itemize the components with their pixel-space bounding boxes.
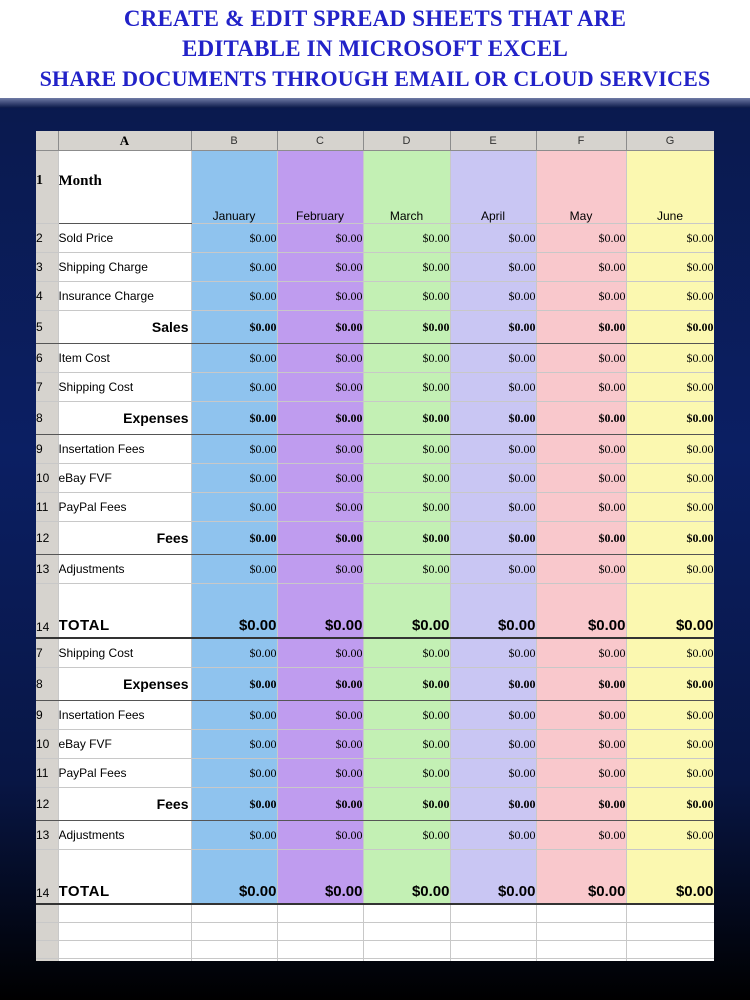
value-cell[interactable]: $0.00 bbox=[363, 522, 450, 555]
value-cell[interactable]: $0.00 bbox=[191, 584, 277, 639]
value-cell[interactable]: $0.00 bbox=[191, 759, 277, 788]
empty-cell[interactable] bbox=[277, 959, 363, 962]
value-cell[interactable]: $0.00 bbox=[536, 493, 626, 522]
empty-cell[interactable] bbox=[58, 941, 191, 959]
row-label-cell[interactable]: Expenses bbox=[58, 402, 191, 435]
value-cell[interactable]: $0.00 bbox=[536, 344, 626, 373]
value-cell[interactable]: $0.00 bbox=[450, 435, 536, 464]
value-cell[interactable]: $0.00 bbox=[536, 821, 626, 850]
value-cell[interactable]: $0.00 bbox=[191, 788, 277, 821]
value-cell[interactable]: $0.00 bbox=[450, 759, 536, 788]
value-cell[interactable]: $0.00 bbox=[536, 850, 626, 905]
value-cell[interactable]: $0.00 bbox=[277, 373, 363, 402]
empty-cell[interactable] bbox=[626, 904, 714, 923]
row-label-cell[interactable]: PayPal Fees bbox=[58, 493, 191, 522]
month-header-june[interactable]: June bbox=[626, 151, 714, 224]
value-cell[interactable]: $0.00 bbox=[277, 730, 363, 759]
spreadsheet-grid bbox=[36, 131, 714, 961]
column-header-b[interactable]: B bbox=[191, 131, 277, 151]
value-cell[interactable]: $0.00 bbox=[450, 584, 536, 639]
value-cell[interactable]: $0.00 bbox=[626, 435, 714, 464]
row-header[interactable]: 5 bbox=[36, 311, 58, 344]
value-cell[interactable]: $0.00 bbox=[191, 224, 277, 253]
empty-cell[interactable] bbox=[536, 941, 626, 959]
row-label-cell[interactable]: Adjustments bbox=[58, 555, 191, 584]
banner-line-2: EDITABLE IN MICROSOFT EXCEL bbox=[181, 36, 569, 61]
row-header[interactable]: 7 bbox=[36, 638, 58, 668]
select-all-corner[interactable] bbox=[36, 131, 58, 151]
column-header-e[interactable]: E bbox=[450, 131, 536, 151]
value-cell[interactable]: $0.00 bbox=[450, 850, 536, 905]
value-cell[interactable]: $0.00 bbox=[536, 464, 626, 493]
value-cell[interactable]: $0.00 bbox=[277, 435, 363, 464]
column-header-c[interactable]: C bbox=[277, 131, 363, 151]
value-cell[interactable]: $0.00 bbox=[626, 253, 714, 282]
value-cell[interactable]: $0.00 bbox=[363, 638, 450, 668]
value-cell[interactable]: $0.00 bbox=[450, 311, 536, 344]
row-label-cell[interactable]: Item Cost bbox=[58, 344, 191, 373]
value-cell[interactable]: $0.00 bbox=[450, 344, 536, 373]
value-cell[interactable]: $0.00 bbox=[626, 282, 714, 311]
value-cell[interactable]: $0.00 bbox=[191, 282, 277, 311]
row-header[interactable]: 8 bbox=[36, 668, 58, 701]
empty-cell[interactable] bbox=[536, 904, 626, 923]
empty-cell[interactable] bbox=[58, 904, 191, 923]
row-header[interactable]: 12 bbox=[36, 788, 58, 821]
empty-cell[interactable] bbox=[363, 904, 450, 923]
value-cell[interactable]: $0.00 bbox=[450, 730, 536, 759]
value-cell[interactable]: $0.00 bbox=[363, 668, 450, 701]
value-cell[interactable]: $0.00 bbox=[191, 638, 277, 668]
value-cell[interactable]: $0.00 bbox=[277, 788, 363, 821]
column-header-g[interactable]: G bbox=[626, 131, 714, 151]
row-header[interactable]: 2 bbox=[36, 224, 58, 253]
value-cell[interactable]: $0.00 bbox=[277, 638, 363, 668]
value-cell[interactable]: $0.00 bbox=[536, 253, 626, 282]
value-cell[interactable]: $0.00 bbox=[363, 821, 450, 850]
value-cell[interactable]: $0.00 bbox=[277, 555, 363, 584]
value-cell[interactable]: $0.00 bbox=[363, 402, 450, 435]
title-banner bbox=[0, 0, 750, 100]
row-label-cell[interactable]: Shipping Charge bbox=[58, 253, 191, 282]
value-cell[interactable]: $0.00 bbox=[626, 821, 714, 850]
value-cell[interactable]: $0.00 bbox=[191, 701, 277, 730]
empty-cell[interactable] bbox=[363, 959, 450, 962]
value-cell[interactable]: $0.00 bbox=[363, 311, 450, 344]
column-header-a[interactable]: A bbox=[58, 131, 191, 151]
value-cell[interactable]: $0.00 bbox=[626, 224, 714, 253]
value-cell[interactable]: $0.00 bbox=[191, 402, 277, 435]
row-label-cell[interactable]: Adjustments bbox=[58, 821, 191, 850]
month-header-january[interactable]: January bbox=[191, 151, 277, 224]
value-cell[interactable]: $0.00 bbox=[191, 668, 277, 701]
row-header[interactable]: 3 bbox=[36, 253, 58, 282]
value-cell[interactable]: $0.00 bbox=[626, 850, 714, 905]
empty-cell[interactable] bbox=[191, 923, 277, 941]
value-cell[interactable]: $0.00 bbox=[191, 850, 277, 905]
value-cell[interactable]: $0.00 bbox=[191, 522, 277, 555]
value-cell[interactable]: $0.00 bbox=[450, 821, 536, 850]
value-cell[interactable]: $0.00 bbox=[363, 344, 450, 373]
value-cell[interactable]: $0.00 bbox=[536, 668, 626, 701]
value-cell[interactable]: $0.00 bbox=[191, 730, 277, 759]
value-cell[interactable]: $0.00 bbox=[536, 435, 626, 464]
row-header[interactable] bbox=[36, 904, 58, 923]
value-cell[interactable]: $0.00 bbox=[626, 668, 714, 701]
value-cell[interactable]: $0.00 bbox=[191, 253, 277, 282]
row-header[interactable]: 8 bbox=[36, 402, 58, 435]
value-cell[interactable]: $0.00 bbox=[277, 402, 363, 435]
value-cell[interactable]: $0.00 bbox=[191, 464, 277, 493]
value-cell[interactable]: $0.00 bbox=[450, 668, 536, 701]
value-cell[interactable]: $0.00 bbox=[277, 253, 363, 282]
row-label-cell[interactable]: Insurance Charge bbox=[58, 282, 191, 311]
value-cell[interactable]: $0.00 bbox=[536, 788, 626, 821]
empty-cell[interactable] bbox=[58, 959, 191, 962]
value-cell[interactable]: $0.00 bbox=[536, 402, 626, 435]
value-cell[interactable]: $0.00 bbox=[363, 253, 450, 282]
value-cell[interactable]: $0.00 bbox=[363, 435, 450, 464]
value-cell[interactable]: $0.00 bbox=[191, 344, 277, 373]
column-header-d[interactable]: D bbox=[363, 131, 450, 151]
row-header[interactable]: 9 bbox=[36, 435, 58, 464]
value-cell[interactable]: $0.00 bbox=[363, 701, 450, 730]
value-cell[interactable]: $0.00 bbox=[277, 759, 363, 788]
value-cell[interactable]: $0.00 bbox=[536, 555, 626, 584]
row-header[interactable]: 10 bbox=[36, 730, 58, 759]
value-cell[interactable]: $0.00 bbox=[277, 224, 363, 253]
empty-cell[interactable] bbox=[536, 959, 626, 962]
value-cell[interactable]: $0.00 bbox=[277, 668, 363, 701]
value-cell[interactable]: $0.00 bbox=[363, 788, 450, 821]
value-cell[interactable]: $0.00 bbox=[450, 464, 536, 493]
value-cell[interactable]: $0.00 bbox=[363, 373, 450, 402]
row-label-cell[interactable]: Insertation Fees bbox=[58, 701, 191, 730]
empty-cell[interactable] bbox=[450, 923, 536, 941]
month-header-march[interactable]: March bbox=[363, 151, 450, 224]
row-header[interactable]: 6 bbox=[36, 344, 58, 373]
value-cell[interactable]: $0.00 bbox=[626, 759, 714, 788]
value-cell[interactable]: $0.00 bbox=[450, 253, 536, 282]
value-cell[interactable]: $0.00 bbox=[626, 555, 714, 584]
value-cell[interactable]: $0.00 bbox=[626, 638, 714, 668]
row-label-cell[interactable]: Insertation Fees bbox=[58, 435, 191, 464]
row-header[interactable]: 10 bbox=[36, 464, 58, 493]
row-header[interactable]: 11 bbox=[36, 759, 58, 788]
value-cell[interactable]: $0.00 bbox=[191, 493, 277, 522]
value-cell[interactable]: $0.00 bbox=[536, 282, 626, 311]
value-cell[interactable]: $0.00 bbox=[191, 821, 277, 850]
value-cell[interactable]: $0.00 bbox=[626, 730, 714, 759]
value-cell[interactable]: $0.00 bbox=[450, 701, 536, 730]
value-cell[interactable]: $0.00 bbox=[277, 850, 363, 905]
value-cell[interactable]: $0.00 bbox=[450, 373, 536, 402]
month-header-may[interactable]: May bbox=[536, 151, 626, 224]
value-cell[interactable]: $0.00 bbox=[363, 282, 450, 311]
value-cell[interactable]: $0.00 bbox=[363, 759, 450, 788]
empty-cell[interactable] bbox=[536, 923, 626, 941]
row-header[interactable]: 7 bbox=[36, 373, 58, 402]
row-label-cell[interactable]: Sold Price bbox=[58, 224, 191, 253]
empty-cell[interactable] bbox=[277, 904, 363, 923]
value-cell[interactable]: $0.00 bbox=[191, 373, 277, 402]
value-cell[interactable]: $0.00 bbox=[626, 344, 714, 373]
row-header[interactable]: 13 bbox=[36, 555, 58, 584]
value-cell[interactable]: $0.00 bbox=[277, 344, 363, 373]
value-cell[interactable]: $0.00 bbox=[191, 311, 277, 344]
banner-line-3: SHARE DOCUMENTS THROUGH EMAIL OR CLOUD SERVICES bbox=[39, 66, 711, 91]
value-cell[interactable]: $0.00 bbox=[626, 402, 714, 435]
value-cell[interactable]: $0.00 bbox=[363, 850, 450, 905]
value-cell[interactable]: $0.00 bbox=[626, 788, 714, 821]
value-cell[interactable]: $0.00 bbox=[536, 373, 626, 402]
empty-cell[interactable] bbox=[363, 923, 450, 941]
row-label-cell[interactable]: Sales bbox=[58, 311, 191, 344]
empty-cell[interactable] bbox=[191, 904, 277, 923]
row-label-cell[interactable]: Shipping Cost bbox=[58, 373, 191, 402]
row-label-cell[interactable]: Fees bbox=[58, 788, 191, 821]
value-cell[interactable]: $0.00 bbox=[363, 493, 450, 522]
value-cell[interactable]: $0.00 bbox=[363, 224, 450, 253]
row-label-cell[interactable]: Expenses bbox=[58, 668, 191, 701]
value-cell[interactable]: $0.00 bbox=[626, 493, 714, 522]
value-cell[interactable]: $0.00 bbox=[277, 821, 363, 850]
value-cell[interactable]: $0.00 bbox=[277, 282, 363, 311]
row-label-cell[interactable]: PayPal Fees bbox=[58, 759, 191, 788]
month-header-april[interactable]: April bbox=[450, 151, 536, 224]
value-cell[interactable]: $0.00 bbox=[191, 555, 277, 584]
empty-cell[interactable] bbox=[277, 941, 363, 959]
value-cell[interactable]: $0.00 bbox=[536, 701, 626, 730]
empty-cell[interactable] bbox=[277, 923, 363, 941]
empty-cell[interactable] bbox=[450, 959, 536, 962]
value-cell[interactable]: $0.00 bbox=[277, 584, 363, 639]
empty-cell[interactable] bbox=[626, 941, 714, 959]
row-header[interactable] bbox=[36, 923, 58, 941]
row-header[interactable] bbox=[36, 959, 58, 962]
value-cell[interactable]: $0.00 bbox=[277, 464, 363, 493]
value-cell[interactable]: $0.00 bbox=[626, 701, 714, 730]
value-cell[interactable]: $0.00 bbox=[536, 638, 626, 668]
value-cell[interactable]: $0.00 bbox=[536, 311, 626, 344]
value-cell[interactable]: $0.00 bbox=[626, 311, 714, 344]
banner-line-1: CREATE & EDIT SPREAD SHEETS THAT ARE bbox=[123, 6, 627, 31]
value-cell[interactable]: $0.00 bbox=[450, 224, 536, 253]
empty-cell[interactable] bbox=[626, 959, 714, 962]
value-cell[interactable]: $0.00 bbox=[363, 584, 450, 639]
empty-cell[interactable] bbox=[191, 959, 277, 962]
value-cell[interactable]: $0.00 bbox=[277, 311, 363, 344]
spreadsheet bbox=[36, 131, 714, 961]
empty-cell[interactable] bbox=[450, 904, 536, 923]
value-cell[interactable]: $0.00 bbox=[191, 435, 277, 464]
row-label-cell[interactable]: TOTAL bbox=[58, 584, 191, 639]
empty-cell[interactable] bbox=[58, 923, 191, 941]
value-cell[interactable]: $0.00 bbox=[450, 555, 536, 584]
value-cell[interactable]: $0.00 bbox=[363, 730, 450, 759]
row-header[interactable]: 1 bbox=[36, 151, 58, 224]
row-label-cell[interactable]: Fees bbox=[58, 522, 191, 555]
value-cell[interactable]: $0.00 bbox=[450, 282, 536, 311]
value-cell[interactable]: $0.00 bbox=[536, 224, 626, 253]
value-cell[interactable]: $0.00 bbox=[536, 522, 626, 555]
value-cell[interactable]: $0.00 bbox=[450, 638, 536, 668]
empty-cell[interactable] bbox=[626, 923, 714, 941]
value-cell[interactable]: $0.00 bbox=[363, 464, 450, 493]
value-cell[interactable]: $0.00 bbox=[536, 759, 626, 788]
row-label-cell[interactable]: TOTAL bbox=[58, 850, 191, 905]
value-cell[interactable]: $0.00 bbox=[626, 373, 714, 402]
empty-cell[interactable] bbox=[450, 941, 536, 959]
value-cell[interactable]: $0.00 bbox=[363, 555, 450, 584]
row-header[interactable]: 14 bbox=[36, 584, 58, 639]
row-label-cell[interactable]: eBay FVF bbox=[58, 730, 191, 759]
row-label-cell[interactable]: Shipping Cost bbox=[58, 638, 191, 668]
row-label-cell[interactable]: eBay FVF bbox=[58, 464, 191, 493]
row-header[interactable]: 11 bbox=[36, 493, 58, 522]
empty-cell[interactable] bbox=[363, 941, 450, 959]
banner-shadow bbox=[0, 98, 750, 108]
value-cell[interactable]: $0.00 bbox=[450, 522, 536, 555]
empty-cell[interactable] bbox=[191, 941, 277, 959]
value-cell[interactable]: $0.00 bbox=[626, 584, 714, 639]
value-cell[interactable]: $0.00 bbox=[450, 788, 536, 821]
value-cell[interactable]: $0.00 bbox=[536, 730, 626, 759]
value-cell[interactable]: $0.00 bbox=[277, 493, 363, 522]
value-cell[interactable]: $0.00 bbox=[626, 522, 714, 555]
row-header[interactable] bbox=[36, 941, 58, 959]
month-header-february[interactable]: February bbox=[277, 151, 363, 224]
row-header[interactable]: 12 bbox=[36, 522, 58, 555]
value-cell[interactable]: $0.00 bbox=[277, 522, 363, 555]
row-header[interactable]: 4 bbox=[36, 282, 58, 311]
column-header-f[interactable]: F bbox=[536, 131, 626, 151]
row-header[interactable]: 13 bbox=[36, 821, 58, 850]
row-header[interactable]: 14 bbox=[36, 850, 58, 905]
value-cell[interactable]: $0.00 bbox=[626, 464, 714, 493]
month-label-cell[interactable]: Month bbox=[58, 151, 191, 224]
row-header[interactable]: 9 bbox=[36, 701, 58, 730]
value-cell[interactable]: $0.00 bbox=[277, 701, 363, 730]
value-cell[interactable]: $0.00 bbox=[450, 402, 536, 435]
value-cell[interactable]: $0.00 bbox=[536, 584, 626, 639]
value-cell[interactable]: $0.00 bbox=[450, 493, 536, 522]
